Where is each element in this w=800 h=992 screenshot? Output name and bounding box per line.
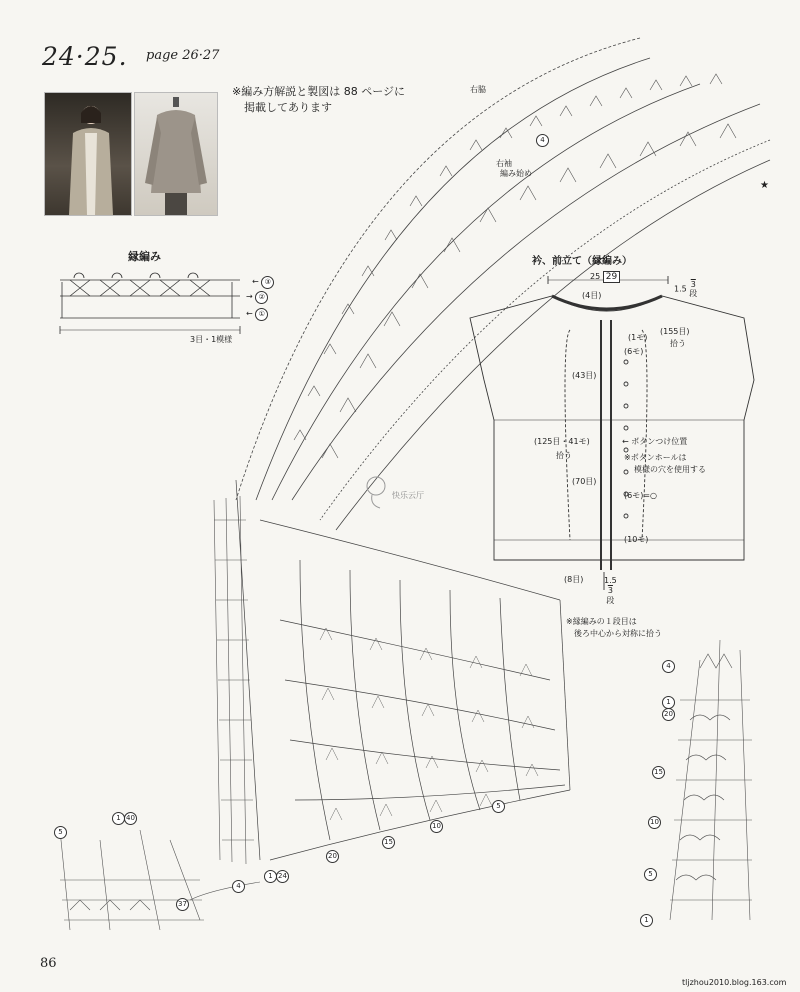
page-title: 24·25. [42,42,128,71]
edge-row-1: ← ① [246,308,268,321]
yoke-fan-motifs [294,74,736,458]
collar-pick-125: (125目・41モ) [534,437,590,446]
watermark-logo [367,477,385,508]
row-marker: 10 [648,816,661,829]
collar-one-mo: (1モ) [628,333,648,342]
collar-width: 25 29 [590,272,620,282]
collar-pick-155-note: 拾う [670,339,686,348]
row-marker: 15 [652,766,665,779]
collar-pick-125-note: 拾う [556,451,572,460]
sleeve-start-label-2: 編み始め [500,169,532,178]
edge-pattern-title: 縁編み [128,250,161,263]
row-marker: 1 [640,914,653,927]
row-marker: 5 [54,826,67,839]
row-marker: 15 [382,836,395,849]
collar-six-mo: (6モ) [624,347,644,356]
collar-pick-43: (43目) [572,371,597,380]
edge-note-1: ※縁編みの１段目は [566,617,637,626]
sleeve-start-label: 右袖 [496,159,512,168]
collar-button-position: ← ボタンつけ位置 [622,437,688,446]
row-marker: 10 [430,820,443,833]
note-line-2: 掲載してあります [244,101,332,114]
collar-neck-count: (4目) [582,291,602,300]
row-marker: 20 [662,708,675,721]
edge-row-2: → ② [246,291,268,304]
row-marker: 24 [276,870,289,883]
collar-title: 衿、前立て（縁編み） [532,256,632,267]
row-marker: 5 [644,868,657,881]
edge-row-3: ← ③ [252,276,274,289]
row-marker: 37 [176,898,189,911]
corner-detail-chart [60,830,260,930]
row-marker: 40 [124,812,137,825]
right-side-label: 右脇 [470,85,486,94]
source-url: tljzhou2010.blog.163.com [682,978,787,987]
row-marker: 4 [536,134,549,147]
row-marker: 4 [232,880,245,893]
edge-note-2: 後ろ中心から対称に拾う [574,629,662,638]
star-icon: ★ [760,180,769,191]
row-marker: 5 [492,800,505,813]
edge-pattern-chart [60,273,240,334]
collar-buttonhole-note-1: ※ボタンホールは [624,453,687,462]
collar-six-mo-circle: (6モ)=○ [624,491,658,500]
cardigan-schematic [470,276,754,590]
collar-bottom-8: (8目) [564,575,584,584]
body-lace-panel [236,480,570,860]
row-marker: 4 [662,660,675,673]
collar-top-right: 1.5 3 段 [674,280,698,298]
collar-pick-155: (155目) [660,327,690,336]
row-marker: 1 [112,812,125,825]
page-reference: page 26·27 [146,48,220,63]
page-number: 86 [40,956,57,971]
collar-buttonhole-note-2: 模様の穴を使用する [634,465,706,474]
note-line-1: ※編み方解説と製図は 88 ページに [232,85,405,98]
collar-pick-70: (70目) [572,477,597,486]
row-marker: 1 [662,696,675,709]
side-edge-chart [670,640,752,920]
watermark-text: 快乐云厅 [392,491,424,500]
edge-repeat-label: 3目・1模様 [190,335,233,344]
row-marker: 1 [264,870,277,883]
front-edge-chart [214,496,254,864]
collar-bottom-rows: 1.5 3 段 [604,576,617,605]
row-marker: 20 [326,850,339,863]
collar-ten-mo: (10モ) [624,535,649,544]
